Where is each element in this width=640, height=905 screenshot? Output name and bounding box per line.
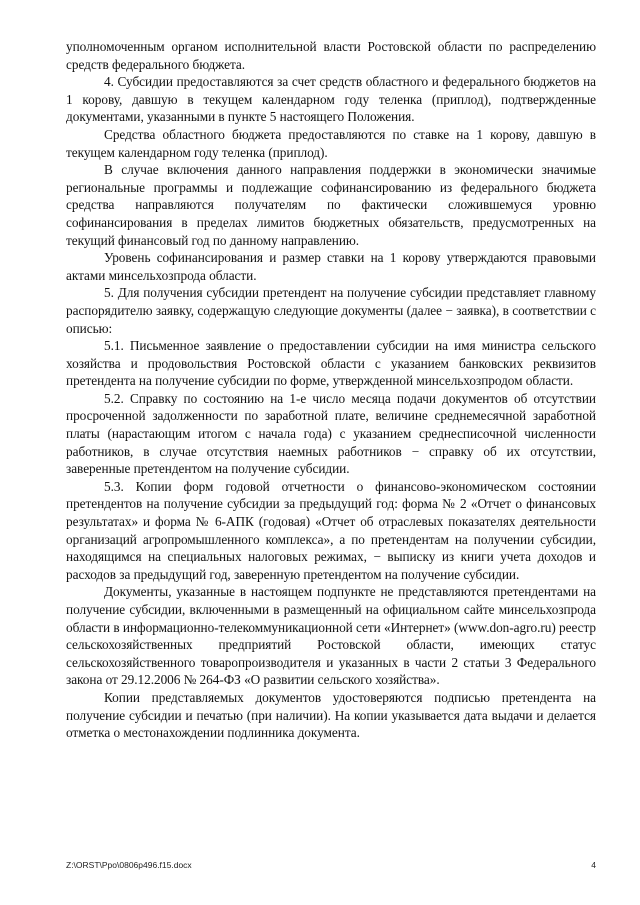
paragraph: 4. Субсидии предоставляются за счет средств областного и федерального бюджетов на 1 корову, давшую в текущем календарном году теленка (приплод), подтвержденные документами, указанными в пункте 5 настоящего Положения. xyxy=(66,74,596,125)
paragraph: уполномоченным органом исполнительной власти Ростовской области по распределению средств федерального бюджета. xyxy=(66,39,596,72)
document-body xyxy=(66,38,596,742)
paragraph: 5.1. Письменное заявление о предоставлении субсидии на имя министра сельского хозяйства и продовольствия Ростовской области с указанием банковских реквизитов претендента на получение субсидии по форме, утвержденной минсельхозпродом области. xyxy=(66,338,596,389)
page-number: 4 xyxy=(591,860,596,870)
paragraph: 5. Для получения субсидии претендент на получение субсидии представляет главному распорядителю заявку, содержащую следующие документы (далее − заявка), в соответствии с описью: xyxy=(66,285,596,336)
paragraph: Уровень софинансирования и размер ставки на 1 корову утверждаются правовыми актами минсельхозпрода области. xyxy=(66,250,596,283)
file-path-label: Z:\ORST\Ppo\0806p496.f15.docx xyxy=(66,860,192,870)
paragraph: 5.2. Справку по состоянию на 1-е число месяца подачи документов об отсутствии просроченной задолженности по заработной плате, величине среднемесячной заработной платы (нарастающим итогом с начала года) с указанием среднесписочной численности работников, в случае отсутствия наемных работников − справку об их отсутствии, заверенные претендентом на получение субсидии. xyxy=(66,390,596,477)
paragraph: 5.3. Копии форм годовой отчетности о финансово-экономическом состоянии претендентов на получение субсидии за предыдущий год: форма № 2 «Отчет о финансовых результатах» и форма № 6-АПК (годовая) «Отчет об отраслевых показателях деятельности организаций агропромышленного комплекса», а по претендентам на получении субсидии, находящимся на специальных налоговых режимах, − выписку из книги учета доходов и расходов за предыдущий год, заверенную претендентом на получение субсидии. xyxy=(66,478,596,582)
paragraph: Документы, указанные в настоящем подпункте не представляются претендентами на получение субсидии, включенными в размещенный на официальном сайте минсельхозпрода области в информационно-телекоммуникационной сети «Интернет» (www.don-agro.ru) реестр сельскохозяйственных предприятий Ростовской области, имеющих статус сельскохозяйственного товаропроизводителя и указанных в части 2 статьи 3 Федерального закона от 29.12.2006 № 264-ФЗ «О развитии сельского хозяйства». xyxy=(66,584,596,688)
paragraph: В случае включения данного направления поддержки в экономически значимые региональные программы и подлежащие софинансированию из федерального бюджета средства направляются получателям по фактически сложившемуся уровню софинансирования в пределах лимитов бюджетных обязательств, предусмотренных на текущий финансовый год по данному направлению. xyxy=(66,162,596,248)
paragraph: Копии представляемых документов удостоверяются подписью претендента на получение субсидии и печатью (при наличии). На копии указывается дата выдачи и делается отметка о местонахождении подлинника документа. xyxy=(66,689,596,741)
paragraph: Средства областного бюджета предоставляются по ставке на 1 корову, давшую в текущем календарном году теленка (приплод). xyxy=(66,126,596,160)
